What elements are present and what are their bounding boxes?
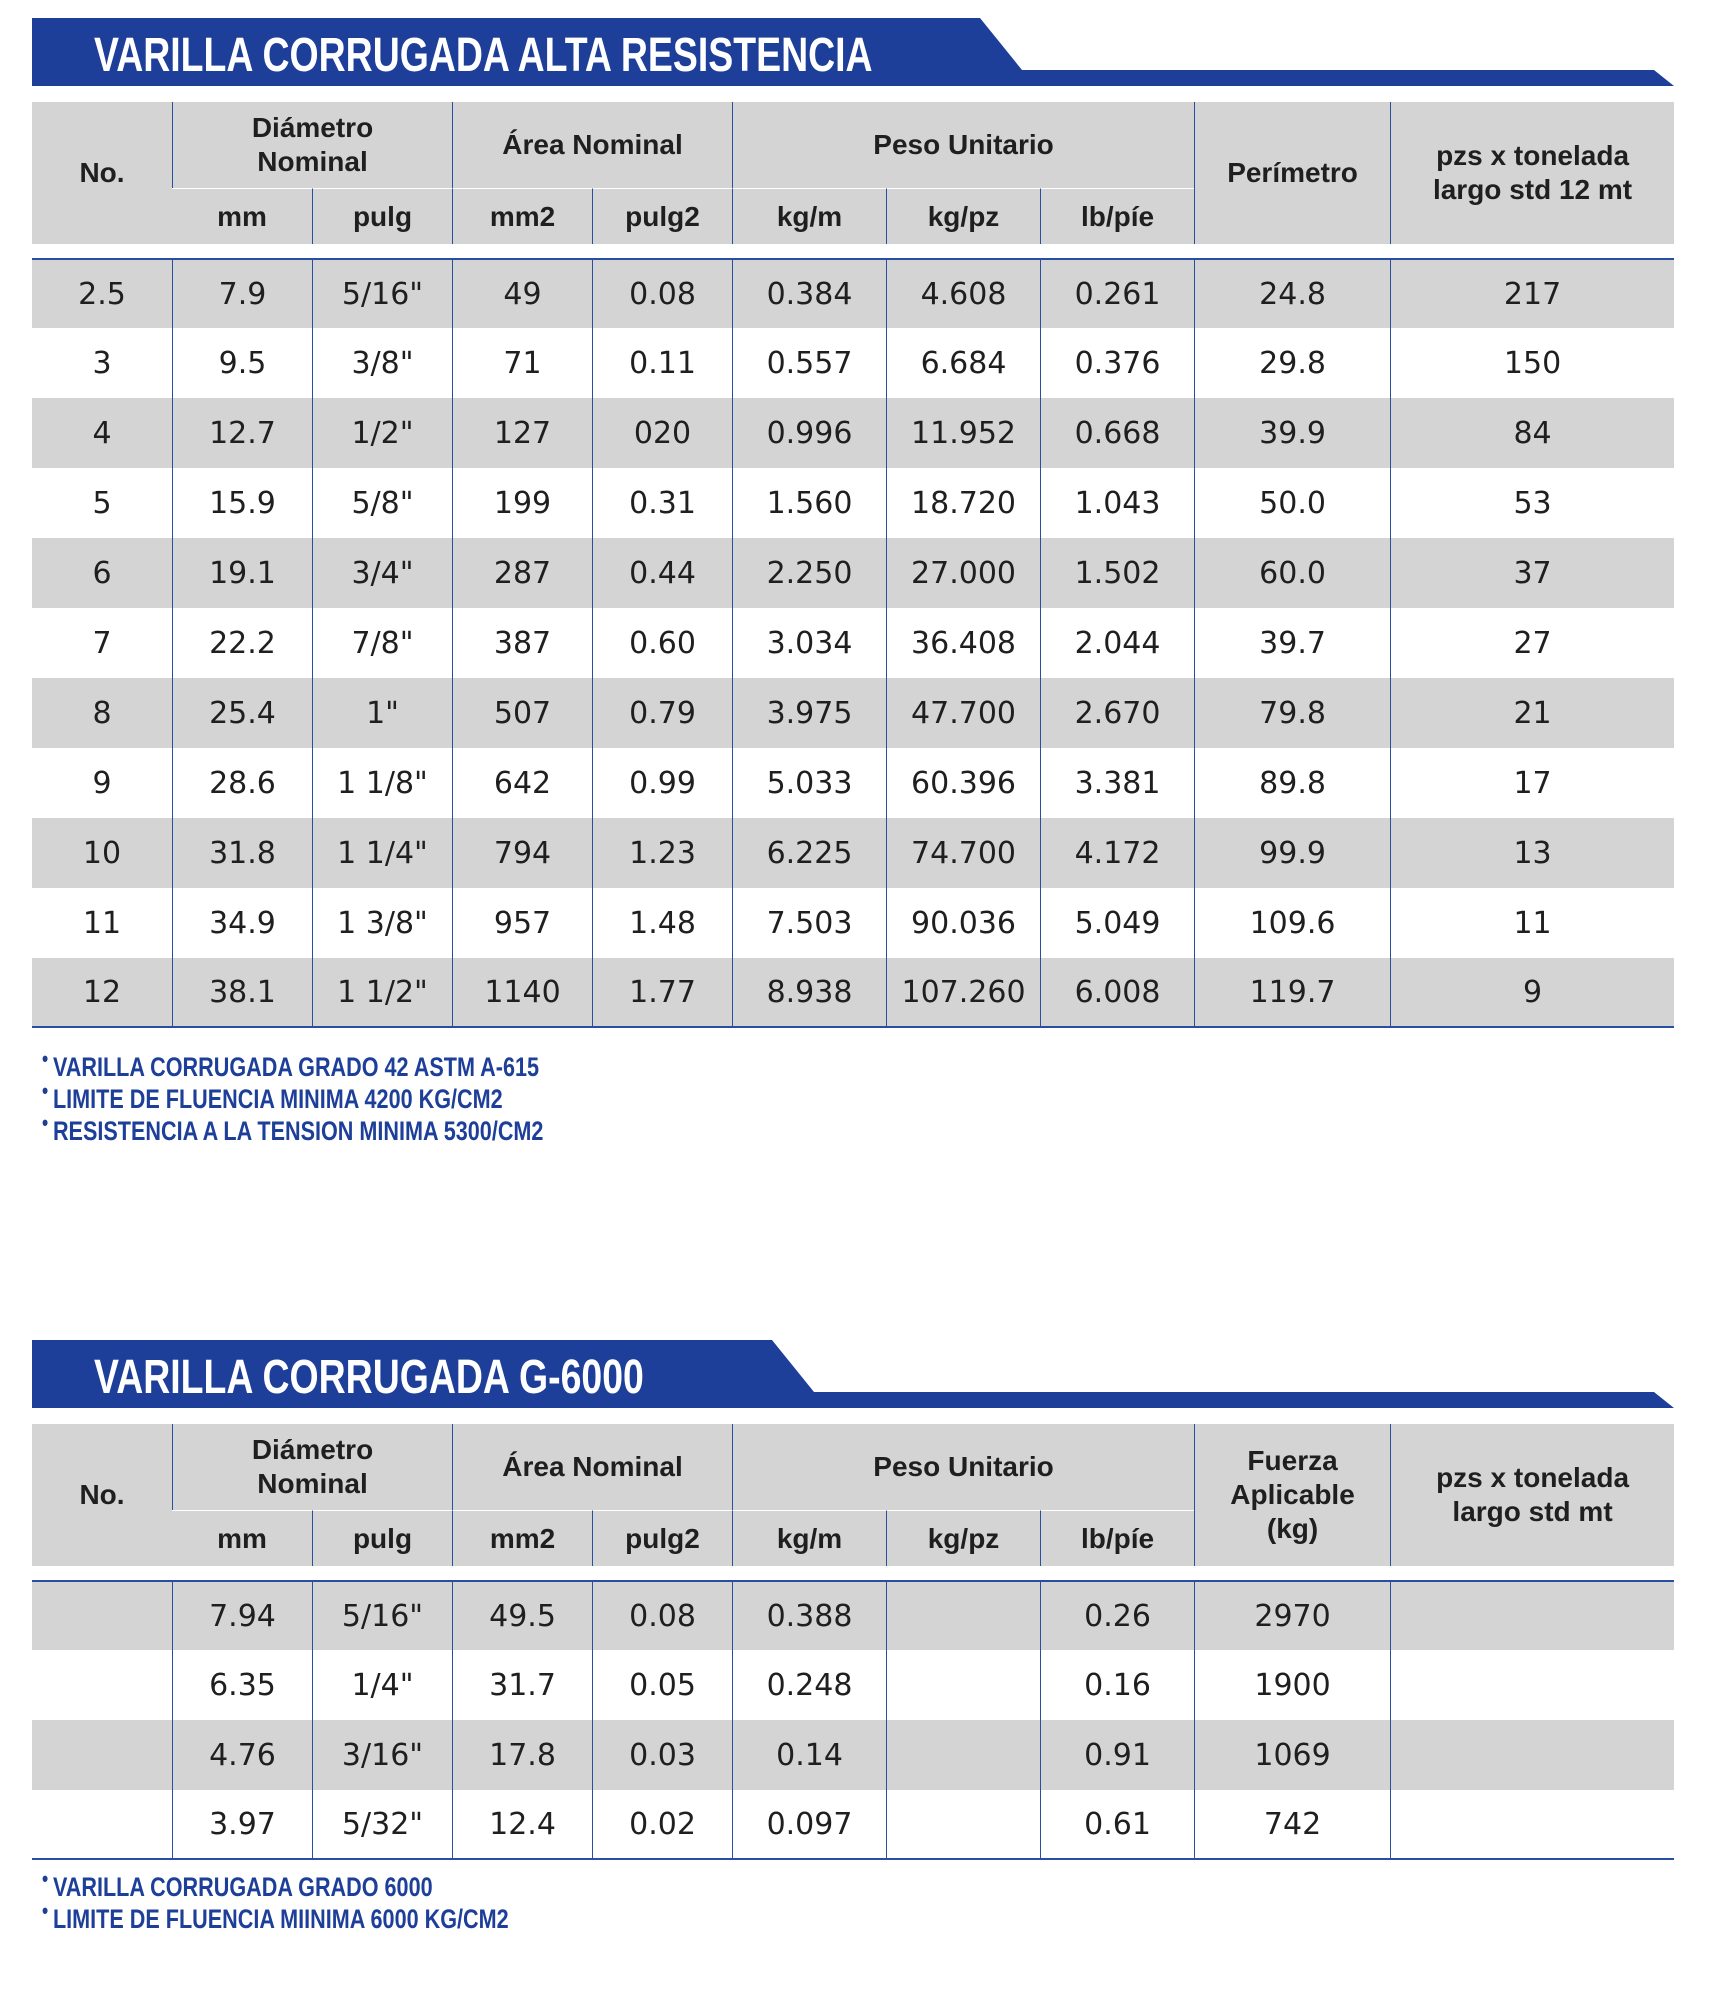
table-row [32,258,1674,328]
table-row [32,1790,1674,1860]
table-title: VARILLA CORRUGADA ALTA RESISTENCIA [94,29,873,82]
cell-pzs: 27 [1390,608,1674,678]
table-row [32,1720,1674,1790]
cell-pzs: 9 [1390,958,1674,1028]
header-kgpz: kg/pz [886,1510,1040,1566]
cell-area-pulg2: 0.11 [592,328,732,398]
cell-peso-kgpz: 90.036 [886,888,1040,958]
notes [42,1866,625,1936]
cell-peso-kgm: 0.097 [732,1790,886,1860]
cell-diam-mm: 31.8 [172,818,312,888]
cell-area-mm2: 199 [452,468,592,538]
cell-area-mm2: 387 [452,608,592,678]
cell-peso-kgm: 3.975 [732,678,886,748]
title-banner [32,1340,1674,1412]
bullet-icon: • [42,1898,49,1923]
cell-no: 11 [32,888,172,958]
cell-peso-lbpie: 0.376 [1040,328,1194,398]
cell-peso-kgm: 6.225 [732,818,886,888]
cell-peso-kgpz: 60.396 [886,748,1040,818]
cell-col9: 89.8 [1194,748,1390,818]
header-diametro: Diámetro Nominal [172,1424,452,1510]
cell-area-pulg2: 1.77 [592,958,732,1028]
cell-area-pulg2: 1.23 [592,818,732,888]
cell-col9: 1900 [1194,1650,1390,1720]
cell-area-pulg2: 0.79 [592,678,732,748]
cell-peso-lbpie: 2.670 [1040,678,1194,748]
cell-diam-pulg: 1" [312,678,452,748]
cell-peso-kgm: 0.557 [732,328,886,398]
cell-col9: 742 [1194,1790,1390,1860]
header-mm: mm [172,1510,312,1566]
cell-diam-pulg: 3/8" [312,328,452,398]
cell-no: 2.5 [32,258,172,328]
cell-col9: 39.7 [1194,608,1390,678]
cell-diam-pulg: 1 1/2" [312,958,452,1028]
table-row [32,608,1674,678]
cell-area-mm2: 127 [452,398,592,468]
cell-peso-kgpz [886,1720,1040,1790]
cell-peso-lbpie: 0.261 [1040,258,1194,328]
cell-diam-mm: 3.97 [172,1790,312,1860]
cell-area-pulg2: 1.48 [592,888,732,958]
cell-no [32,1790,172,1860]
cell-peso-kgpz: 74.700 [886,818,1040,888]
cell-peso-lbpie: 0.668 [1040,398,1194,468]
header-pzs: pzs x tonelada largo std 12 mt [1390,102,1674,244]
cell-peso-kgpz [886,1580,1040,1650]
cell-pzs: 150 [1390,328,1674,398]
table-row [32,398,1674,468]
table-title: VARILLA CORRUGADA G-6000 [94,1351,644,1404]
cell-peso-lbpie: 6.008 [1040,958,1194,1028]
cell-pzs [1390,1790,1674,1860]
cell-area-mm2: 17.8 [452,1720,592,1790]
cell-col9: 99.9 [1194,818,1390,888]
cell-no: 9 [32,748,172,818]
cell-area-mm2: 12.4 [452,1790,592,1860]
header-no: No. [32,102,172,244]
cell-peso-lbpie: 2.044 [1040,608,1194,678]
cell-diam-mm: 12.7 [172,398,312,468]
table-row [32,468,1674,538]
cell-col9: 119.7 [1194,958,1390,1028]
cell-no: 12 [32,958,172,1028]
header-pulg: pulg [312,188,452,244]
cell-pzs: 17 [1390,748,1674,818]
cell-area-mm2: 49 [452,258,592,328]
table-row [32,538,1674,608]
cell-area-pulg2: 020 [592,398,732,468]
cell-diam-pulg: 1 1/8" [312,748,452,818]
cell-diam-mm: 9.5 [172,328,312,398]
note-text: LIMITE DE FLUENCIA MINIMA 4200 KG/CM2 [52,1084,503,1114]
cell-peso-kgm: 1.560 [732,468,886,538]
cell-peso-lbpie: 5.049 [1040,888,1194,958]
bullet-icon: • [42,1046,49,1071]
cell-no [32,1580,172,1650]
note-text: VARILLA CORRUGADA GRADO 6000 [52,1872,433,1902]
cell-area-mm2: 642 [452,748,592,818]
cell-diam-pulg: 5/8" [312,468,452,538]
cell-diam-pulg: 1/4" [312,1650,452,1720]
section-g6000 [32,1340,1674,1934]
cell-area-mm2: 31.7 [452,1650,592,1720]
cell-no: 8 [32,678,172,748]
cell-diam-mm: 25.4 [172,678,312,748]
table-row [32,1650,1674,1720]
cell-peso-kgm: 0.996 [732,398,886,468]
cell-diam-mm: 7.9 [172,258,312,328]
bullet-icon: • [42,1110,49,1135]
cell-diam-pulg: 3/4" [312,538,452,608]
cell-peso-kgpz: 27.000 [886,538,1040,608]
table-row [32,748,1674,818]
cell-peso-kgpz [886,1650,1040,1720]
cell-pzs: 21 [1390,678,1674,748]
header-pulg2: pulg2 [592,188,732,244]
cell-area-pulg2: 0.99 [592,748,732,818]
cell-peso-lbpie: 1.502 [1040,538,1194,608]
cell-peso-kgpz: 11.952 [886,398,1040,468]
cell-peso-kgm: 5.033 [732,748,886,818]
cell-peso-kgpz: 36.408 [886,608,1040,678]
note-item [42,1110,544,1148]
cell-pzs: 11 [1390,888,1674,958]
cell-peso-kgm: 0.248 [732,1650,886,1720]
table-row [32,958,1674,1028]
spec-table [32,1424,1674,1860]
cell-area-mm2: 49.5 [452,1580,592,1650]
cell-peso-lbpie: 4.172 [1040,818,1194,888]
cell-peso-kgpz: 107.260 [886,958,1040,1028]
cell-peso-lbpie: 0.91 [1040,1720,1194,1790]
table-row [32,888,1674,958]
cell-peso-lbpie: 0.61 [1040,1790,1194,1860]
cell-col9: 79.8 [1194,678,1390,748]
cell-area-pulg2: 0.08 [592,1580,732,1650]
bullet-icon: • [42,1078,49,1103]
header-lbpie: lb/píe [1040,188,1194,244]
cell-peso-kgm: 7.503 [732,888,886,958]
table-row [32,678,1674,748]
cell-peso-kgpz: 47.700 [886,678,1040,748]
cell-diam-pulg: 1/2" [312,398,452,468]
header-diametro: Diámetro Nominal [172,102,452,188]
cell-col9: 29.8 [1194,328,1390,398]
cell-pzs [1390,1650,1674,1720]
cell-peso-kgm: 2.250 [732,538,886,608]
header-kgpz: kg/pz [886,188,1040,244]
table-row [32,1580,1674,1650]
cell-pzs: 13 [1390,818,1674,888]
cell-no: 4 [32,398,172,468]
cell-pzs: 53 [1390,468,1674,538]
cell-col9: 24.8 [1194,258,1390,328]
cell-peso-lbpie: 0.26 [1040,1580,1194,1650]
spec-table [32,102,1674,1028]
header-mm: mm [172,188,312,244]
cell-diam-pulg: 5/32" [312,1790,452,1860]
header-peso: Peso Unitario [732,102,1194,188]
cell-peso-lbpie: 3.381 [1040,748,1194,818]
cell-peso-lbpie: 1.043 [1040,468,1194,538]
cell-col9: 39.9 [1194,398,1390,468]
cell-peso-kgm: 8.938 [732,958,886,1028]
cell-peso-kgm: 3.034 [732,608,886,678]
notes [42,1046,669,1148]
cell-no: 6 [32,538,172,608]
cell-diam-pulg: 1 3/8" [312,888,452,958]
title-banner [32,18,1674,90]
section-alta-resistencia [32,18,1674,1146]
header-lbpie: lb/píe [1040,1510,1194,1566]
note-item [42,1898,509,1936]
cell-peso-kgpz [886,1790,1040,1860]
cell-col9: 1069 [1194,1720,1390,1790]
cell-diam-mm: 15.9 [172,468,312,538]
cell-peso-kgpz: 18.720 [886,468,1040,538]
cell-diam-pulg: 5/16" [312,258,452,328]
cell-no [32,1720,172,1790]
header-perimetro: Perímetro [1194,102,1390,244]
header-peso: Peso Unitario [732,1424,1194,1510]
cell-peso-kgm: 0.14 [732,1720,886,1790]
note-item [42,1078,543,1116]
header-no: No. [32,1424,172,1566]
cell-area-pulg2: 0.44 [592,538,732,608]
cell-diam-mm: 22.2 [172,608,312,678]
cell-diam-mm: 7.94 [172,1580,312,1650]
cell-area-pulg2: 0.05 [592,1650,732,1720]
cell-area-pulg2: 0.31 [592,468,732,538]
cell-area-mm2: 287 [452,538,592,608]
cell-no: 7 [32,608,172,678]
cell-col9: 50.0 [1194,468,1390,538]
cell-peso-kgpz: 4.608 [886,258,1040,328]
header-area: Área Nominal [452,1424,732,1510]
cell-peso-kgpz: 6.684 [886,328,1040,398]
cell-diam-mm: 28.6 [172,748,312,818]
header-area: Área Nominal [452,102,732,188]
cell-area-pulg2: 0.03 [592,1720,732,1790]
header-kgm: kg/m [732,188,886,244]
cell-peso-lbpie: 0.16 [1040,1650,1194,1720]
cell-diam-pulg: 5/16" [312,1580,452,1650]
cell-peso-kgm: 0.384 [732,258,886,328]
header-pulg: pulg [312,1510,452,1566]
table-row [32,818,1674,888]
table-body [32,244,1674,1028]
header-fuerza: Fuerza Aplicable (kg) [1194,1424,1390,1566]
note-item [42,1866,509,1904]
cell-no: 5 [32,468,172,538]
cell-area-pulg2: 0.08 [592,258,732,328]
cell-peso-kgm: 0.388 [732,1580,886,1650]
cell-pzs: 217 [1390,258,1674,328]
cell-no [32,1650,172,1720]
cell-diam-pulg: 1 1/4" [312,818,452,888]
header-pzs: pzs x tonelada largo std mt [1390,1424,1674,1566]
cell-area-mm2: 957 [452,888,592,958]
table-body [32,1566,1674,1860]
table-row [32,328,1674,398]
cell-area-mm2: 71 [452,328,592,398]
bullet-icon: • [42,1866,49,1891]
cell-area-mm2: 507 [452,678,592,748]
cell-area-pulg2: 0.02 [592,1790,732,1860]
cell-pzs: 84 [1390,398,1674,468]
note-text: RESISTENCIA A LA TENSION MINIMA 5300/CM2 [52,1116,544,1146]
cell-area-mm2: 794 [452,818,592,888]
header-pulg2: pulg2 [592,1510,732,1566]
cell-diam-mm: 19.1 [172,538,312,608]
cell-pzs [1390,1720,1674,1790]
cell-diam-mm: 6.35 [172,1650,312,1720]
header-mm2: mm2 [452,188,592,244]
cell-diam-mm: 34.9 [172,888,312,958]
cell-no: 10 [32,818,172,888]
cell-pzs [1390,1580,1674,1650]
header-kgm: kg/m [732,1510,886,1566]
cell-col9: 60.0 [1194,538,1390,608]
cell-pzs: 37 [1390,538,1674,608]
cell-diam-mm: 4.76 [172,1720,312,1790]
cell-col9: 2970 [1194,1580,1390,1650]
cell-col9: 109.6 [1194,888,1390,958]
note-item [42,1046,543,1084]
cell-diam-pulg: 7/8" [312,608,452,678]
cell-area-pulg2: 0.60 [592,608,732,678]
cell-diam-mm: 38.1 [172,958,312,1028]
cell-diam-pulg: 3/16" [312,1720,452,1790]
note-text: VARILLA CORRUGADA GRADO 42 ASTM A-615 [52,1052,540,1082]
cell-area-mm2: 1140 [452,958,592,1028]
note-text: LIMITE DE FLUENCIA MIINIMA 6000 KG/CM2 [52,1904,509,1934]
cell-no: 3 [32,328,172,398]
header-mm2: mm2 [452,1510,592,1566]
